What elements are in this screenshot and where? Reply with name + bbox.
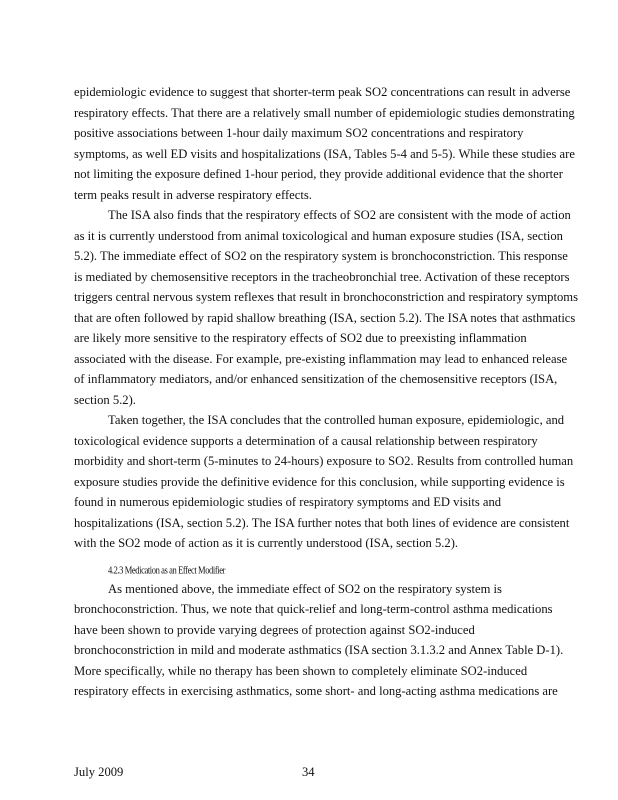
- paragraph-4: As mentioned above, the immediate effect of SO2 on the respiratory system is bronchoconstriction. Thus, we note that quick-relief and long-term-control asthma medications have been shown to provide varying degrees of protection against SO2-induced bronchoconstriction in mild and moderate asthmatics (ISA section 3.1.3.2 and Annex Table D-1). More specifically, while no therapy has been shown to completely eliminate SO2-induced respiratory effects in exercising asthmatics, some short- and long-acting asthma medications are: [74, 581, 564, 698]
- page-number: 34: [302, 765, 315, 779]
- footer-date: July 2009: [74, 765, 124, 779]
- paragraph-1: epidemiologic evidence to suggest that shorter-term peak SO2 concentrations can result in adverse respiratory effects. That there are a relatively small number of epidemiologic studies demonstrating positive associations between 1-hour daily maximum SO2 concentrations and respiratory symptoms, as well ED visits and hospitalizations (ISA, Tables 5-4 and 5-5). While these studies are not limiting the exposure defined 1-hour period, they provide additional evidence that the shorter term peaks result in adverse respiratory effects.: [74, 85, 575, 202]
- paragraph-2: The ISA also finds that the respiratory effects of SO2 are consistent with the mode of action as it is currently understood from animal toxicological and human exposure studies (ISA, section 5.2). The immediate effect of SO2 on the respiratory system is bronchoconstriction. This response is mediated by chemosensitive receptors in the tracheobronchial tree. Activation of these receptors triggers central nervous system reflexes that result in bronchoconstriction and respiratory symptoms that are often followed by rapid shallow breathing (ISA, section 5.2). The ISA notes that asthmatics are likely more sensitive to the respiratory effects of SO2 due to preexisting inflammation associated with the disease. For example, pre-existing inflammation may lead to enhanced release of inflammatory mediators, and/or enhanced sensitization of the chemosensitive receptors (ISA, section 5.2).: [74, 208, 578, 407]
- section-subheading: 4.2.3 Medication as an Effect Modifier: [108, 563, 226, 576]
- body-text: [74, 82, 578, 702]
- paragraph-3: Taken together, the ISA concludes that the controlled human exposure, epidemiologic, and toxicological evidence supports a determination of a causal relationship between respiratory morbidity and short-term (5-minutes to 24-hours) exposure to SO2. Results from controlled human exposure studies provide the definitive evidence for this conclusion, while supporting evidence is found in numerous epidemiologic studies of respiratory symptoms and ED visits and hospitalizations (ISA, section 5.2). The ISA further notes that both lines of evidence are consistent with the SO2 mode of action as it is currently understood (ISA, section 5.2).: [74, 413, 574, 550]
